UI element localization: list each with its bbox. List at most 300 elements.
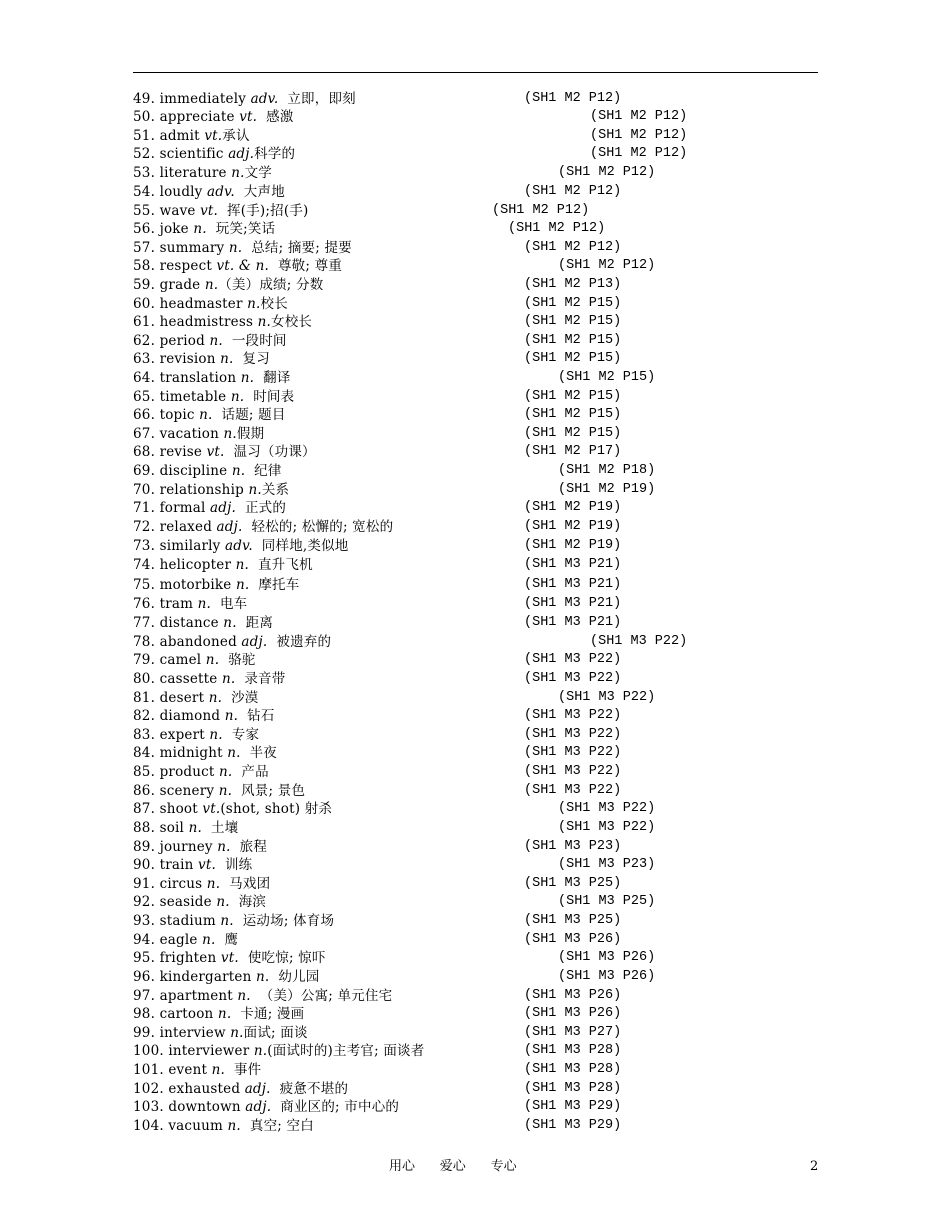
entry-word: expert: [159, 727, 205, 743]
entry-part-of-speech: vt.: [202, 801, 221, 817]
vocab-entry: [133, 968, 833, 986]
entry-number: 92.: [133, 894, 156, 910]
entry-meaning: 假期: [236, 426, 265, 442]
entry-meaning: 距离: [236, 615, 274, 631]
entry-part-of-speech: vt.: [239, 109, 258, 125]
entry-part-of-speech: n.: [209, 727, 223, 743]
entry-word: midnight: [159, 745, 223, 761]
entry-reference: (SH1 M2 P12): [590, 128, 688, 143]
vocab-text: [133, 1024, 308, 1042]
entry-part-of-speech: n.: [224, 708, 239, 724]
entry-word: immediately: [159, 91, 247, 107]
entry-meaning: 一段时间: [222, 333, 287, 349]
entry-number: 50.: [133, 109, 156, 125]
entry-meaning: 复习: [233, 351, 270, 367]
entry-word: exhausted: [168, 1081, 241, 1097]
entry-part-of-speech: vt.: [198, 857, 216, 873]
entry-word: headmaster: [159, 296, 243, 312]
entry-reference: (SH1 M3 P25): [524, 913, 622, 928]
entry-number: 94.: [133, 932, 156, 948]
entry-meaning: 总结; 摘要; 提要: [242, 240, 352, 256]
entry-word: soil: [159, 820, 185, 836]
entry-reference: (SH1 M3 P22): [590, 634, 688, 649]
entry-meaning: 骆驼: [219, 652, 256, 668]
entry-number: 67.: [133, 426, 156, 442]
entry-number: 102.: [133, 1081, 164, 1097]
entry-number: 79.: [133, 652, 156, 668]
vocab-entry: [133, 856, 833, 874]
entry-reference: (SH1 M3 P22): [558, 690, 656, 705]
entry-part-of-speech: n.: [217, 1006, 232, 1022]
entry-word: kindergarten: [159, 969, 252, 985]
entry-word: cassette: [159, 671, 218, 687]
entry-meaning: 马戏团: [220, 876, 271, 892]
entry-meaning: 训练: [215, 857, 253, 873]
vocab-text: [133, 556, 313, 574]
vocab-entry: [133, 518, 833, 536]
entry-meaning: 挥(手);招(手): [218, 203, 309, 219]
entry-word: appreciate: [159, 109, 235, 125]
entry-part-of-speech: n.: [223, 426, 237, 442]
vocab-text: [133, 1042, 424, 1060]
entry-reference: (SH1 M3 P26): [524, 1006, 622, 1021]
vocab-entry: [133, 987, 833, 1005]
vocab-entry: [133, 1061, 833, 1079]
vocab-text: [133, 1117, 314, 1135]
entry-number: 89.: [133, 839, 156, 855]
entry-reference: (SH1 M2 P12): [524, 240, 622, 255]
entry-part-of-speech: n.: [220, 913, 234, 929]
entry-word: revise: [159, 444, 203, 460]
vocab-text: [133, 332, 287, 350]
header-rule: [133, 72, 818, 73]
entry-word: period: [159, 333, 205, 349]
entry-reference: (SH1 M3 P26): [558, 950, 656, 965]
entry-number: 63.: [133, 351, 156, 367]
entry-number: 77.: [133, 615, 156, 631]
entry-number: 56.: [133, 221, 156, 237]
entry-part-of-speech: adv.: [225, 538, 253, 554]
entry-reference: (SH1 M2 P15): [524, 426, 622, 441]
entry-number: 103.: [133, 1099, 164, 1115]
page-number: 2: [810, 1159, 819, 1174]
entry-reference: (SH1 M2 P15): [524, 314, 622, 329]
entry-reference: (SH1 M2 P12): [558, 258, 656, 273]
vocab-text: [133, 425, 264, 443]
entry-part-of-speech: n.: [235, 557, 249, 573]
entry-part-of-speech: adj.: [244, 1081, 271, 1097]
entry-part-of-speech: n.: [220, 351, 234, 367]
vocab-text: [133, 875, 270, 893]
vocab-text: [133, 987, 392, 1005]
entry-reference: (SH1 M3 P21): [524, 577, 622, 592]
entry-meaning: 土壤: [201, 820, 239, 836]
entry-meaning: 电车: [211, 596, 248, 612]
entry-word: vacation: [159, 426, 220, 442]
entry-part-of-speech: adv.: [250, 91, 279, 107]
entry-word: joke: [159, 221, 189, 237]
entry-part-of-speech: n.: [230, 1025, 244, 1041]
entry-number: 51.: [133, 128, 156, 144]
entry-part-of-speech: n.: [237, 988, 251, 1004]
vocab-entry: [133, 819, 833, 837]
vocab-text: [133, 257, 342, 275]
entry-part-of-speech: n.: [227, 1118, 241, 1134]
entry-reference: (SH1 M3 P25): [558, 894, 656, 909]
entry-reference: (SH1 M3 P21): [524, 557, 622, 572]
vocab-entry: [133, 332, 833, 350]
entry-word: formal: [159, 500, 206, 516]
vocab-entry: [133, 633, 833, 651]
entry-reference: (SH1 M2 P12): [558, 165, 656, 180]
entry-number: 88.: [133, 820, 156, 836]
vocab-text: [133, 633, 331, 651]
entry-word: camel: [159, 652, 202, 668]
page-footer: [0, 1157, 950, 1177]
entry-reference: (SH1 M2 P15): [524, 351, 622, 366]
entry-meaning: 大声地: [234, 184, 285, 200]
entry-number: 75.: [133, 577, 156, 593]
entry-number: 82.: [133, 708, 156, 724]
entry-reference: (SH1 M2 P13): [524, 277, 622, 292]
entry-number: 58.: [133, 258, 156, 274]
entry-word: stadium: [159, 913, 216, 929]
vocab-text: [133, 481, 289, 499]
vocab-entry: [133, 406, 833, 424]
entry-word: timetable: [159, 389, 227, 405]
vocab-entry: [133, 875, 833, 893]
entry-word: diamond: [159, 708, 221, 724]
entry-number: 81.: [133, 690, 156, 706]
entry-word: journey: [159, 839, 213, 855]
entry-reference: (SH1 M3 P22): [524, 671, 622, 686]
entry-word: headmistress: [159, 314, 254, 330]
entry-part-of-speech: adj.: [210, 500, 236, 516]
vocab-text: [133, 518, 393, 536]
entry-number: 97.: [133, 988, 156, 1004]
entry-meaning: 事件: [224, 1062, 262, 1078]
entry-reference: (SH1 M3 P21): [524, 596, 622, 611]
entry-number: 85.: [133, 764, 156, 780]
vocab-entry: [133, 1005, 833, 1023]
entry-part-of-speech: n.: [235, 577, 250, 593]
vocab-text: [133, 462, 282, 480]
entry-word: relaxed: [159, 519, 213, 535]
entry-number: 61.: [133, 314, 156, 330]
vocab-entry: [133, 388, 833, 406]
entry-part-of-speech: n.: [230, 389, 245, 405]
entry-part-of-speech: n.: [219, 764, 233, 780]
vocab-text: [133, 782, 305, 800]
entry-number: 78.: [133, 634, 156, 650]
entry-part-of-speech: n.: [257, 314, 272, 330]
vocab-entry: [133, 763, 833, 781]
entry-word: tram: [159, 596, 194, 612]
entry-meaning: 尊敬; 尊重: [269, 258, 343, 274]
vocab-text: [133, 1098, 399, 1116]
vocab-text: [133, 183, 285, 201]
entry-meaning: 轻松的; 松懈的; 宽松的: [242, 519, 394, 535]
vocab-text: [133, 726, 259, 744]
entry-meaning: （美）公寓; 单元住宅: [250, 988, 393, 1004]
vocab-entry: [133, 689, 833, 707]
vocab-entry: [133, 931, 833, 949]
vocab-entry: [133, 556, 833, 574]
vocab-text: [133, 744, 277, 762]
vocab-text: [133, 595, 247, 613]
entry-word: eagle: [159, 932, 198, 948]
entry-word: product: [159, 764, 215, 780]
vocab-text: [133, 968, 320, 986]
entry-word: abandoned: [159, 634, 237, 650]
entry-number: 70.: [133, 482, 156, 498]
entry-number: 57.: [133, 240, 156, 256]
vocab-text: [133, 499, 286, 517]
entry-reference: (SH1 M3 P26): [524, 932, 622, 947]
entry-number: 65.: [133, 389, 156, 405]
entry-word: revision: [159, 351, 216, 367]
entry-meaning: 被遗弃的: [267, 634, 332, 650]
vocab-entry: [133, 651, 833, 669]
entry-reference: (SH1 M3 P26): [558, 969, 656, 984]
entry-number: 101.: [133, 1062, 164, 1078]
entry-word: grade: [159, 277, 201, 293]
entry-part-of-speech: n.: [231, 165, 245, 181]
entry-word: similarly: [159, 538, 221, 554]
entry-word: helicopter: [159, 557, 232, 573]
vocab-text: [133, 819, 238, 837]
entry-reference: (SH1 M3 P29): [524, 1118, 622, 1133]
entry-meaning: 科学的: [254, 146, 296, 162]
vocab-text: [133, 164, 272, 182]
entry-number: 87.: [133, 801, 156, 817]
entry-part-of-speech: n.: [209, 333, 223, 349]
entry-reference: (SH1 M3 P25): [524, 876, 622, 891]
vocab-entry: [133, 443, 833, 461]
entry-word: vacuum: [168, 1118, 223, 1134]
entry-reference: (SH1 M3 P22): [558, 820, 656, 835]
vocab-text: [133, 576, 299, 594]
vocab-text: [133, 295, 288, 313]
entry-part-of-speech: n.: [227, 745, 241, 761]
vocab-entry: [133, 369, 833, 387]
entry-part-of-speech: n.: [197, 596, 211, 612]
entry-part-of-speech: n.: [188, 820, 202, 836]
entry-reference: (SH1 M2 P15): [558, 370, 656, 385]
vocab-entry: [133, 462, 833, 480]
entry-number: 68.: [133, 444, 156, 460]
entry-word: motorbike: [159, 577, 232, 593]
vocab-text: [133, 202, 308, 220]
entry-meaning: 直升飞机: [249, 557, 313, 573]
entry-number: 60.: [133, 296, 156, 312]
entry-part-of-speech: n.: [217, 839, 231, 855]
vocab-entry: [133, 595, 833, 613]
vocab-entry: [133, 295, 833, 313]
entry-number: 53.: [133, 165, 156, 181]
vocab-entry: [133, 893, 833, 911]
entry-number: 104.: [133, 1118, 164, 1134]
entry-reference: (SH1 M2 P15): [524, 333, 622, 348]
vocab-text: [133, 1080, 348, 1098]
vocab-entry: [133, 1024, 833, 1042]
entry-meaning: 疲惫不堪的: [270, 1081, 349, 1097]
entry-meaning: 产品: [232, 764, 269, 780]
entry-number: 76.: [133, 596, 156, 612]
entry-meaning: 录音带: [235, 671, 286, 687]
entry-number: 59.: [133, 277, 156, 293]
entry-reference: (SH1 M3 P28): [524, 1043, 622, 1058]
entry-reference: (SH1 M3 P23): [558, 857, 656, 872]
entry-meaning: 半夜: [240, 745, 277, 761]
entry-word: wave: [159, 203, 196, 219]
entry-reference: (SH1 M2 P15): [524, 389, 622, 404]
vocab-entry: [133, 576, 833, 594]
entry-reference: (SH1 M2 P12): [524, 184, 622, 199]
vocab-text: [133, 90, 356, 108]
entry-meaning: 鹰: [215, 932, 239, 948]
entry-meaning: （美）成绩; 分数: [218, 277, 324, 293]
entry-word: event: [168, 1062, 208, 1078]
vocab-text: [133, 763, 269, 781]
entry-word: relationship: [159, 482, 244, 498]
vocab-text: [133, 239, 352, 257]
entry-number: 98.: [133, 1006, 156, 1022]
entry-word: frighten: [159, 950, 217, 966]
vocab-entry: [133, 949, 833, 967]
entry-reference: (SH1 M2 P12): [508, 221, 606, 236]
entry-number: 54.: [133, 184, 156, 200]
entry-number: 95.: [133, 950, 156, 966]
entry-reference: (SH1 M3 P28): [524, 1062, 622, 1077]
vocab-entry: [133, 499, 833, 517]
entry-number: 96.: [133, 969, 156, 985]
entry-part-of-speech: n.: [223, 615, 237, 631]
entry-meaning: 时间表: [244, 389, 295, 405]
entry-number: 62.: [133, 333, 156, 349]
entry-part-of-speech: vt.: [220, 950, 239, 966]
entry-part-of-speech: adj.: [216, 519, 243, 535]
entry-number: 72.: [133, 519, 156, 535]
vocab-text: [133, 707, 275, 725]
entry-part-of-speech: vt.: [206, 444, 225, 460]
entry-word: scientific: [159, 146, 224, 162]
entry-part-of-speech: n.: [221, 671, 236, 687]
entry-number: 49.: [133, 91, 156, 107]
entry-part-of-speech: vt.: [204, 128, 223, 144]
entry-reference: (SH1 M2 P15): [524, 296, 622, 311]
vocab-text: [133, 856, 252, 874]
vocab-text: [133, 1061, 261, 1079]
entry-number: 55.: [133, 203, 156, 219]
entry-meaning: 立即，即刻: [278, 91, 356, 107]
entry-number: 74.: [133, 557, 156, 573]
vocab-text: [133, 388, 294, 406]
entry-part-of-speech: n.: [253, 1043, 268, 1059]
vocab-text: [133, 369, 291, 387]
entry-word: discipline: [159, 463, 228, 479]
entry-part-of-speech: n.: [205, 652, 220, 668]
entry-meaning: 感激: [257, 109, 294, 125]
vocab-text: [133, 145, 295, 163]
vocab-text: [133, 220, 275, 238]
vocab-entry: [133, 202, 833, 220]
entry-part-of-speech: n.: [240, 370, 255, 386]
vocab-text: [133, 108, 294, 126]
entry-meaning: 纪律: [245, 463, 282, 479]
entry-meaning: 面试; 面谈: [243, 1025, 308, 1041]
entry-part-of-speech: vt.: [200, 203, 219, 219]
vocab-entry: [133, 145, 833, 163]
entry-number: 90.: [133, 857, 156, 873]
entry-reference: (SH1 M3 P29): [524, 1099, 622, 1114]
entry-reference: (SH1 M3 P21): [524, 615, 622, 630]
entry-word: train: [159, 857, 194, 873]
vocab-entry: [133, 912, 833, 930]
entry-word: circus: [159, 876, 203, 892]
entry-meaning: 卡通; 漫画: [231, 1006, 305, 1022]
vocab-entry: [133, 108, 833, 126]
entry-word: admit: [159, 128, 200, 144]
entry-number: 69.: [133, 463, 156, 479]
entry-reference: (SH1 M2 P12): [524, 91, 622, 106]
vocab-entry: [133, 614, 833, 632]
vocab-text: [133, 276, 323, 294]
entry-reference: (SH1 M2 P15): [524, 407, 622, 422]
entry-number: 64.: [133, 370, 156, 386]
entry-word: scenery: [159, 783, 215, 799]
entry-word: shoot: [159, 801, 198, 817]
vocab-text: [133, 1005, 304, 1023]
vocab-text: [133, 689, 259, 707]
entry-word: literature: [159, 165, 227, 181]
entry-meaning: 翻译: [254, 370, 291, 386]
entry-number: 80.: [133, 671, 156, 687]
vocab-text: [133, 313, 312, 331]
vocab-entry: [133, 800, 833, 818]
entry-number: 91.: [133, 876, 156, 892]
entry-reference: (SH1 M3 P22): [524, 727, 622, 742]
vocab-entry: [133, 1080, 833, 1098]
entry-number: 73.: [133, 538, 156, 554]
entry-reference: (SH1 M2 P19): [524, 500, 622, 515]
entry-reference: (SH1 M3 P27): [524, 1025, 622, 1040]
entry-number: 100.: [133, 1043, 164, 1059]
vocab-entry: [133, 1042, 833, 1060]
vocab-entry: [133, 838, 833, 856]
entry-meaning: 真空; 空白: [240, 1118, 314, 1134]
entry-number: 71.: [133, 500, 156, 516]
entry-reference: (SH1 M2 P12): [590, 146, 688, 161]
entry-meaning: 承认: [222, 128, 250, 144]
entry-reference: (SH1 M2 P12): [492, 203, 590, 218]
entry-word: respect: [159, 258, 212, 274]
entry-part-of-speech: n.: [248, 482, 262, 498]
entry-word: desert: [159, 690, 205, 706]
vocab-text: [133, 800, 332, 818]
vocab-entry: [133, 127, 833, 145]
entry-reference: (SH1 M3 P26): [524, 988, 622, 1003]
entry-number: 86.: [133, 783, 156, 799]
entry-meaning: 摩托车: [249, 577, 300, 593]
vocab-entry: [133, 276, 833, 294]
entry-word: seaside: [159, 894, 212, 910]
vocab-entry: [133, 183, 833, 201]
entry-meaning: (shot, shot) 射杀: [220, 801, 333, 817]
entry-word: interview: [159, 1025, 226, 1041]
vocab-text: [133, 670, 285, 688]
entry-word: loudly: [159, 184, 203, 200]
